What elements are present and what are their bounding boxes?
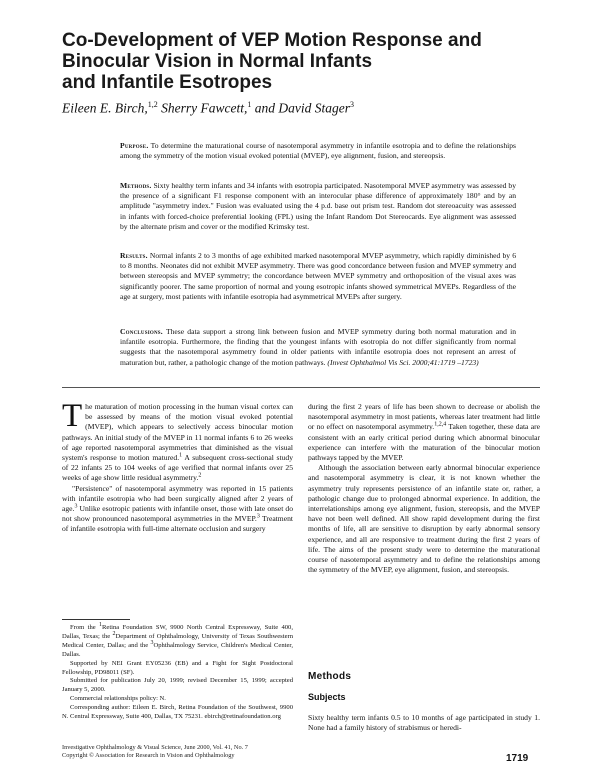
author-1-affiliation: 1,2 — [147, 100, 158, 109]
footnote-support: Supported by NEI Grant EY05236 (EB) and a Fight for Sight Postdoctoral Fellowship, PD98011 (SF). — [62, 659, 293, 676]
footnotes — [62, 621, 293, 722]
intro-paragraph-3: during the first 2 years of life has been shown to decrease or abolish the nasotemporal asymmetry in most patients, whereas later treatment had little or no effect on nasotemporal asymmetry.$^{1,2,4}$ Taken together, these data are consistent with an early critical period during which abnormal binocular experience can interfere with the maturation of the binocular motion pathways tapped by the MVEP. — [308, 402, 540, 463]
results-label: Results. — [120, 251, 148, 260]
drop-cap: T — [62, 398, 83, 434]
abstract-purpose — [120, 141, 516, 161]
intro-paragraph-2: "Persistence" of nasotemporal asymmetry was reported in 15 patients with infantile esotropia who had been surgically aligned after 2 years of age.$^3$ Unlike esotropic patients with infantile onset, those with late onset do not show pronounced nasotemporal asymmetries in the MVEP.$^3$ Treatment of infantile esotropia with full-time alternate occlusion and surgery — [62, 483, 293, 534]
purpose-text: To determine the maturational course of nasotemporal asymmetry in infantile esotropia and to define the relationships among the symmetry of the motion visual evoked potential (MVEP), eye alignment, fusion, and stereopsis. — [120, 141, 516, 161]
author-3-affiliation: 3 — [349, 100, 354, 109]
author-2-affiliation: 1 — [247, 100, 252, 109]
title-line-3: and Infantile Esotropes — [62, 72, 273, 93]
title-line-2: Binocular Vision in Normal Infants — [62, 51, 373, 72]
author-2: Sherry Fawcett, — [161, 100, 248, 116]
author-list — [62, 100, 354, 117]
abstract-conclusions — [120, 327, 516, 368]
footnote-submission: Submitted for publication July 20, 1999; revised December 15, 1999; accepted January 5, 2000. — [62, 677, 293, 694]
abstract-methods — [120, 181, 516, 232]
title-line-1: Co-Development of VEP Motion Response and — [62, 30, 482, 51]
author-1: Eileen E. Birch, — [62, 100, 148, 116]
section-divider — [62, 387, 540, 388]
conclusions-text: These data support a strong link between fusion and MVEP symmetry during both normal maturation and in infantile esotropia. Furthermore, the finding that the youngest infants with esotropia do not differ significantly from normal suggests that the nasotemporal asymmetry found in older patients with infantile esotropia does not represent an arrest of maturation but, rather, a pathologic change of the motion pathways. — [120, 327, 516, 367]
author-3: and David Stager — [254, 100, 350, 116]
intro-paragraph-4: Although the association between early abnormal binocular experience and nasotemporal asymmetry is clear, it is not known whether the asymmetry truly represents persistence of an infantile state or, rather, a pathologic change due to prolonged abnormal experience. In addition, the interrelationships among eye alignment, fusion, stereopsis, and the MVEP have not been well defined. All show rapid development during the first months of life, all are sensitive to disruption by early abnormal sensory experience, and all are responsive to treatment during the first 2 years of life. The aims of the present study were to determine the maturational course of nasotemporal asymmetry and to define the relationships among the symmetry of the MVEP, eye alignment, fusion, and stereopsis. — [308, 463, 540, 575]
methods-text: Sixty healthy term infants and 34 infants with esotropia participated. Nasotemporal MVEP asymmetry was assessed by the presence of a significant F1 response component with an interocular phase difference of approximately 180° and by an amplitude "asymmetry index." Fusion was evaluated using the 4 p.d. base out prism test. Random dot stereoacuity was assessed in infants with forced-choice preferential looking (FPL) using the Infant Random Dot Stereocards. Eye alignment was assessed by the alternate prism and cover or the modified Krimsky test. — [120, 181, 516, 231]
body-column-right — [308, 402, 540, 575]
page-number: 1719 — [506, 753, 529, 764]
subjects-paragraph: Sixty healthy term infants 0.5 to 10 months of age participated in study 1. None had a family history of strabismus or heredi- — [308, 713, 540, 733]
abstract-results — [120, 251, 516, 302]
page-footer — [62, 744, 248, 761]
article-title — [62, 30, 542, 93]
intro-paragraph-1: The maturation of motion processing in the human visual cortex can be assessed by means of the motion visual evoked potential (MVEP), which appears to selectively access binocular motion pathways. An initial study of the MVEP in 11 normal infants 6 to 26 weeks of age reported nasotemporal asymmetries that diminished as the visual system's response to motion matured.$^1$ A subsequent cross-sectional study of 22 infants 25 to 104 weeks of age verified that normal infants over 25 weeks of age show little residual asymmetry.$^2$ — [62, 398, 293, 483]
footnote-commercial: Commercial relationships policy: N. — [70, 695, 166, 703]
footnote-rule — [62, 619, 130, 620]
journal-info: Investigative Ophthalmology & Visual Science, June 2000, Vol. 41, No. 7 — [62, 744, 248, 751]
footnote-affiliations: From the 1Retina Foundation SW, 9900 North Central Expressway, Suite 400, Dallas, Texas; the 2Department of Ophthalmology, University of Texas Southwestern Medical Center, Dallas; and the 3Ophthalmology Service, Children's Medical Center, Dallas. — [62, 621, 293, 658]
copyright: Copyright © Association for Research in Vision and Ophthalmology — [62, 752, 235, 760]
body-column-left — [62, 398, 293, 535]
methods-label: Methods. — [120, 181, 152, 190]
subjects-heading: Subjects — [308, 692, 346, 702]
results-text: Normal infants 2 to 3 months of age exhibited marked nasotemporal MVEP asymmetry, which rapidly diminished by 6 to 8 months. Neonates did not exhibit MVEP asymmetry. There was good concordance between fusion and MVEP symmetry and between stereopsis and MVEP symmetry; the concordance between MVEP symmetry and orthoposition of the visual axes was significantly poorer. The same proportion of normal and young esotropic infants showed symmetrical MVEPs. Regardless of the age at surgery, most patients with infantile esotropia had asymmetrical MVEPs after surgery. — [120, 251, 516, 301]
conclusions-label: Conclusions. — [120, 327, 163, 336]
purpose-label: Purpose. — [120, 141, 149, 150]
footnote-correspondence: Corresponding author: Eileen E. Birch, Retina Foundation of the Southwest, 9900 N. Central Expressway, Suite 400, Dallas, TX 75231. ebirch@retinafoundation.org — [62, 704, 293, 721]
citation: (Invest Ophthalmol Vis Sci. 2000;41:1719 –1723) — [327, 357, 479, 367]
methods-heading: Methods — [308, 671, 352, 682]
